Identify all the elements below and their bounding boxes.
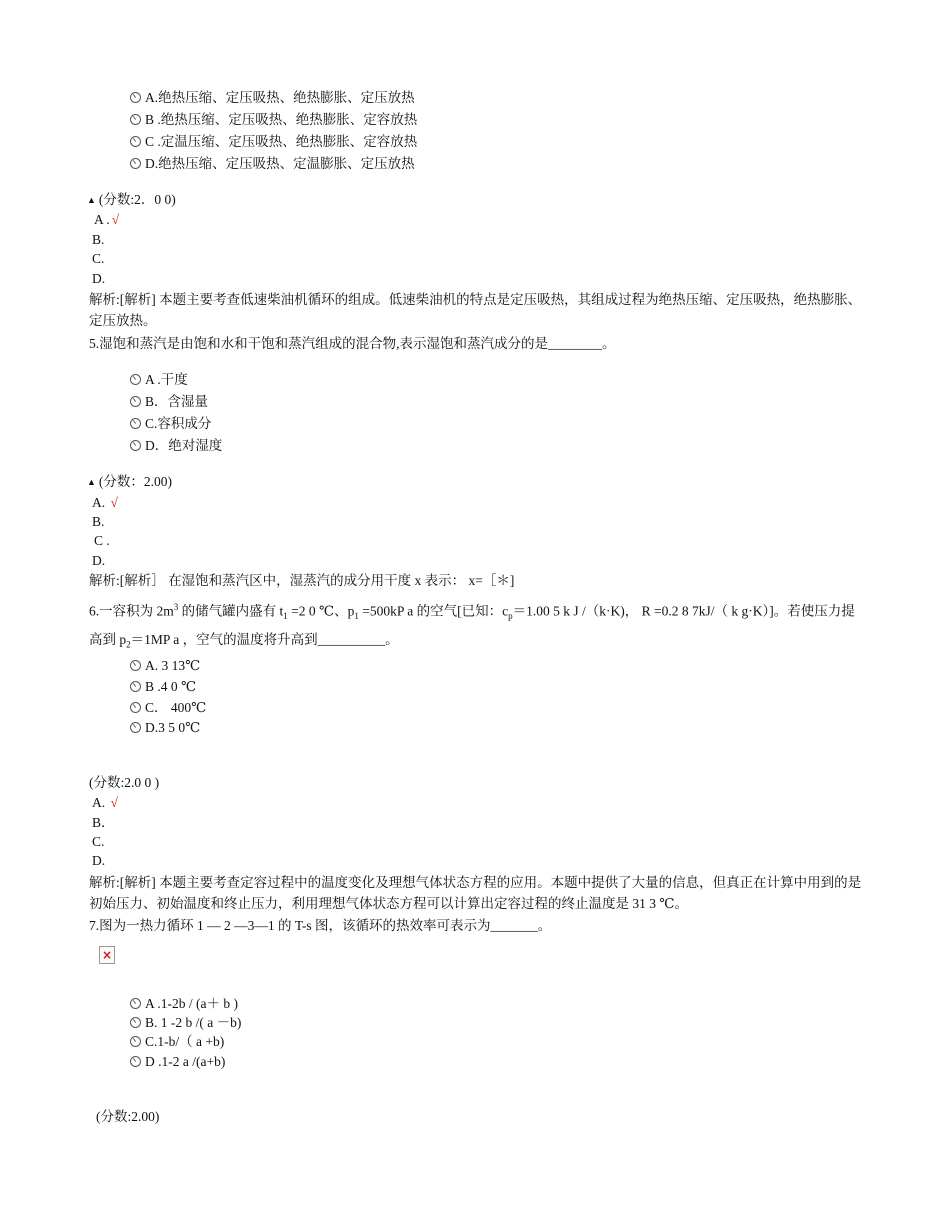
radio-icon[interactable] [130,136,141,147]
caret-up-icon: ▲ [87,195,96,205]
radio-icon[interactable] [130,440,141,451]
q7-option-c[interactable]: C.1-b/（ a +b) [130,1033,224,1051]
q4-analysis: 解析:[解析] 本题主要考查低速柴油机循环的组成。低速柴油机的特点是定压吸热，其组成过程为绝热压缩、定压吸热，绝热膨胀、定压放热。 [89,292,862,328]
q7-option-d[interactable]: D .1-2 a /(a+b) [130,1053,225,1071]
q6-answer-d: D. [92,853,106,868]
q6-question: 6.一容积为 $2m^3$ 的储气罐内盛有 $t_1 =2$ 0 ℃、$p_1 =500kP$ a 的空气[已知：$c_p=1.00$ 5 k J /（k·K)， R =0.2 8 7kJ/（ k g·K）]。若使压力提高到 $p_2=1MP$ a ，空气的温度将升高到__________。 [89,602,855,650]
q5-option-a[interactable]: A .干度 [130,371,188,389]
q6-option-b[interactable]: B .4 0 ℃ [130,678,196,696]
q6-option-a[interactable]: A. 3 13℃ [130,657,200,675]
radio-icon[interactable] [130,998,141,1009]
q6-answer-c: C. [92,834,105,849]
radio-icon[interactable] [130,681,141,692]
q6-answer-a: A. √ [92,795,118,810]
q7-question: 7.图为一热力循环 1 — 2 —3—1 的 T-s 图，该循环的热效率可表示为_______。 [89,918,552,933]
q5-option-c[interactable]: C.容积成分 [130,415,211,433]
q4-option-a[interactable]: A.绝热压缩、定压吸热、绝热膨胀、定压放热 [130,89,415,107]
q6-analysis: 解析:[解析] 本题主要考查定容过程中的温度变化及理想气体状态方程的应用。本题中提供了大量的信息，但真正在计算中用到的是初始压力、初始温度和终止压力，利用理想气体状态方程可以计算出定容过程的终止温度是 31 3 ℃。 [89,875,862,911]
radio-icon[interactable] [130,1036,141,1047]
q5-analysis: 解析:[解析］ 在湿饱和蒸汽区中，湿蒸汽的成分用干度 x 表示： x=［＊] [89,573,515,588]
q7-option-b[interactable]: B. 1 -2 b /( a －b) [130,1014,241,1032]
check-mark-icon: √ [110,795,118,810]
check-mark-icon: √ [111,212,120,227]
q4-answer-b: B. [92,232,105,247]
radio-icon[interactable] [130,396,141,407]
q4-option-d[interactable]: D.绝热压缩、定压吸热、定温膨胀、定压放热 [130,155,415,173]
q5-answer-a: A. √ [92,495,118,510]
radio-icon[interactable] [130,114,141,125]
q6-answer-b: B． [92,815,115,830]
q6-score: (分数:2.0 0 ) [89,775,160,790]
q5-option-b[interactable]: B．含湿量 [130,393,208,411]
radio-icon[interactable] [130,1056,141,1067]
q4-answer-d: D. [92,271,106,286]
radio-icon[interactable] [130,1017,141,1028]
q5-option-d[interactable]: D．绝对湿度 [130,437,222,455]
q4-answer-c: C. [92,251,105,266]
radio-icon[interactable] [130,92,141,103]
q4-answer-a: A . √ [94,212,120,227]
q7-option-a[interactable]: A .1-2b / (a＋ b ) [130,995,238,1013]
radio-icon[interactable] [130,158,141,169]
q5-answer-d: D. [92,553,106,568]
check-mark-icon: √ [110,495,118,510]
radio-icon[interactable] [130,702,141,713]
q5-question: 5.湿饱和蒸汽是由饱和水和干饱和蒸汽组成的混合物,表示湿饱和蒸汽成分的是________。 [89,336,616,351]
q6-option-d[interactable]: D.3 5 0℃ [130,719,200,737]
caret-up-icon: ▲ [87,477,96,487]
radio-icon[interactable] [130,374,141,385]
q5-answer-c: C . [94,533,110,548]
q6-option-c[interactable]: C． 400℃ [130,699,206,717]
q4-option-c[interactable]: C .定温压缩、定压吸热、绝热膨胀、定容放热 [130,133,417,151]
q4-option-b[interactable]: B .绝热压缩、定压吸热、绝热膨胀、定容放热 [130,111,417,129]
q5-answer-b: B. [92,514,105,529]
q4-score: ▲ (分数:2．0 0) [87,192,176,207]
q5-score: ▲ (分数：2.00) [87,474,173,489]
radio-icon[interactable] [130,660,141,671]
radio-icon[interactable] [130,418,141,429]
radio-icon[interactable] [130,722,141,733]
broken-image-icon: × [99,946,115,964]
q7-score: (分数:2.00) [96,1109,160,1124]
